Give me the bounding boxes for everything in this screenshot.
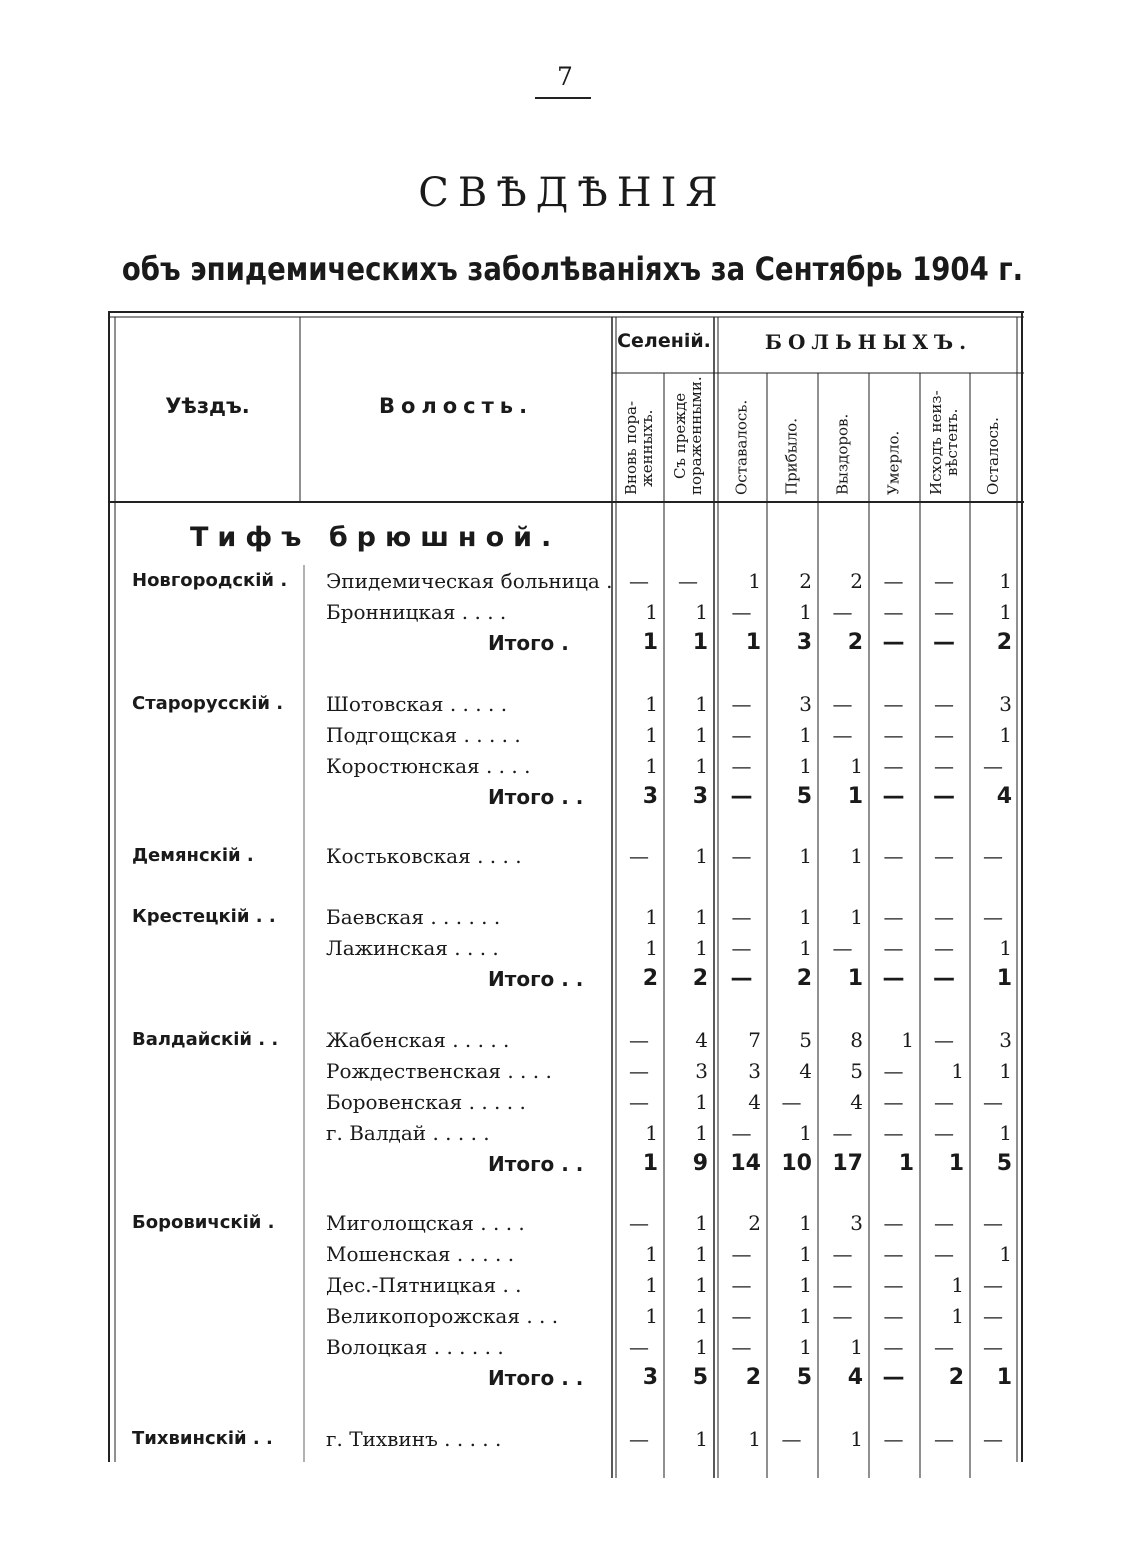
volost-name: Бронницкая . . . . [326,600,507,624]
cell-col-vyzdorov: 1 [847,966,863,991]
cell-col-vnov: 1 [645,754,658,778]
cell-col-iskhod: — [934,754,954,778]
cell-col-s-prezhde: 4 [695,1028,708,1052]
cell-col-iskhod: — [934,905,954,929]
cell-col-umerlo: — [883,754,904,778]
header-volost: Волость. [378,394,534,418]
cell-col-iskhod: — [933,630,955,655]
cell-col-pribylo: 5 [799,1028,812,1052]
cell-col-iskhod: 1 [951,1304,964,1328]
cell-col-ostalos: 1 [996,966,1012,991]
header-col-pribylo: Прибыло. [782,418,801,495]
cell-col-iskhod: — [933,966,955,991]
cell-col-pribylo: — [781,1090,802,1114]
cell-col-vnov: 1 [642,630,658,655]
cell-col-vyzdorov: 4 [850,1090,863,1114]
cell-col-umerlo: — [883,723,904,747]
header-col-iskhod: Исходъ неиз- вѣстенъ. [927,390,961,495]
volost-name: Подгощская . . . . . [326,723,521,747]
volost-name: Шотовская . . . . . [326,692,508,716]
volost-name: Мошенская . . . . . [326,1242,515,1266]
cell-col-s-prezhde: 1 [695,1242,708,1266]
cell-col-umerlo: — [883,1090,904,1114]
cell-col-vyzdorov: — [832,723,853,747]
cell-col-vnov: 3 [642,784,658,809]
cell-col-iskhod: — [934,844,954,868]
cell-col-umerlo: — [883,692,904,716]
cell-col-ostavalos: — [731,844,752,868]
cell-col-umerlo: — [883,600,904,624]
cell-col-iskhod: — [934,1335,954,1359]
cell-col-ostavalos: — [731,692,752,716]
volost-name: Великопорожская . . . [326,1304,559,1328]
cell-col-s-prezhde: 1 [695,1121,708,1145]
document-subtitle: объ эпидемическихъ заболѣваніяхъ за Сентябрь 1904 г. [121,250,1024,288]
cell-col-vnov: 1 [645,1304,658,1328]
total-row-label [300,1363,612,1393]
volost-name: Эпидемическая больница . [326,569,613,593]
cell-col-pribylo: 1 [799,1273,812,1297]
cell-col-s-prezhde: 2 [692,966,708,991]
cell-col-pribylo: 4 [799,1059,812,1083]
cell-col-iskhod: — [934,936,954,960]
cell-col-vyzdorov: — [832,692,853,716]
cell-col-umerlo: — [883,1273,904,1297]
cell-col-ostavalos: 14 [730,1151,761,1176]
cell-col-umerlo: — [883,1211,904,1235]
cell-col-pribylo: 5 [796,1365,812,1390]
cell-col-pribylo: 1 [799,1242,812,1266]
cell-col-s-prezhde: 1 [695,692,708,716]
cell-col-ostalos: 1 [999,569,1012,593]
cell-col-pribylo: 1 [799,754,812,778]
cell-col-ostalos: 4 [996,784,1012,809]
cell-col-umerlo: — [883,1059,904,1083]
cell-col-vyzdorov: — [832,1273,853,1297]
section-title: Тифъ брюшной. [190,522,561,553]
header-bolnykh: БОЛЬНЫХЪ. [764,330,973,354]
uezd-name: Новгородскій . [132,570,288,591]
volost-name: г. Тихвинъ . . . . . [326,1427,502,1451]
cell-col-vnov: 1 [645,936,658,960]
cell-col-umerlo: — [882,966,905,991]
cell-col-vnov: 1 [645,1273,658,1297]
cell-col-ostalos: — [983,1427,1003,1451]
cell-col-ostavalos: — [731,905,752,929]
cell-col-vyzdorov: 2 [847,630,863,655]
cell-col-iskhod: — [933,784,955,809]
total-row-label [300,964,612,994]
cell-col-ostalos: 1 [996,1365,1012,1390]
header-uezd: Уѣздъ. [165,394,250,418]
cell-col-s-prezhde: 1 [695,1090,708,1114]
cell-col-iskhod: 2 [948,1365,964,1390]
cell-col-umerlo: — [882,1365,905,1390]
cell-col-s-prezhde: 1 [695,1335,708,1359]
cell-col-umerlo: — [883,1427,904,1451]
cell-col-umerlo: — [883,844,904,868]
cell-col-ostavalos: — [731,754,752,778]
header-col-ostavalos: Оставалось. [732,399,751,495]
cell-col-ostavalos: — [730,784,753,809]
header-seleniy: Селеній. [617,330,711,352]
cell-col-vyzdorov: 1 [847,784,863,809]
cell-col-ostavalos: — [731,1121,752,1145]
cell-col-iskhod: — [934,1242,954,1266]
cell-col-ostalos: — [983,1304,1003,1328]
cell-col-s-prezhde: 1 [695,1427,708,1451]
cell-col-pribylo: 2 [799,569,812,593]
cell-col-ostalos: — [983,1273,1003,1297]
cell-col-vnov: 2 [642,966,658,991]
cell-col-ostalos: 1 [999,1121,1012,1145]
cell-col-umerlo: — [882,630,905,655]
cell-col-ostavalos: — [731,1335,752,1359]
volost-name: Лажинская . . . . [326,936,499,960]
total-label: Итого . . [488,1366,584,1390]
cell-col-iskhod: — [934,1028,954,1052]
cell-col-ostavalos: 2 [745,1365,761,1390]
cell-col-pribylo: 1 [799,1211,812,1235]
cell-col-ostavalos: 1 [745,630,761,655]
cell-col-ostavalos: 1 [748,1427,761,1451]
cell-col-pribylo: 10 [781,1151,812,1176]
total-row-label [300,1149,612,1179]
uezd-name: Демянскій . [132,845,254,866]
volost-name: г. Валдай . . . . . [326,1121,490,1145]
document-title: СВѢДѢНІЯ [418,170,727,216]
cell-col-iskhod: — [934,569,954,593]
cell-col-iskhod: — [934,1211,954,1235]
cell-col-ostalos: 3 [999,692,1012,716]
header-col-s-prezhde: Съ прежде пораженными. [671,376,705,495]
cell-col-vyzdorov: 1 [850,754,863,778]
cell-col-ostalos: 1 [999,600,1012,624]
cell-col-pribylo: 2 [796,966,812,991]
cell-col-iskhod: — [934,1090,954,1114]
cell-col-pribylo: 1 [799,600,812,624]
cell-col-vnov: — [629,569,649,593]
cell-col-s-prezhde: 1 [695,1211,708,1235]
cell-col-umerlo: — [883,569,904,593]
cell-col-pribylo: 1 [799,1335,812,1359]
cell-col-ostavalos: — [731,1273,752,1297]
uezd-name: Тихвинскій . . [132,1428,273,1449]
cell-col-ostalos: 1 [999,936,1012,960]
cell-col-vyzdorov: — [832,936,853,960]
cell-col-ostavalos: 3 [748,1059,761,1083]
total-label: Итого . [488,631,569,655]
cell-col-iskhod: — [934,1427,954,1451]
cell-col-pribylo: 1 [799,905,812,929]
cell-col-ostalos: 5 [996,1151,1012,1176]
cell-col-ostalos: 1 [999,1242,1012,1266]
cell-col-vnov: — [629,1335,649,1359]
cell-col-vnov: 3 [642,1365,658,1390]
cell-col-vnov: — [629,1059,649,1083]
cell-col-iskhod: 1 [951,1059,964,1083]
cell-col-ostavalos: 2 [748,1211,761,1235]
cell-col-vnov: 1 [642,1151,658,1176]
cell-col-vyzdorov: — [832,1121,853,1145]
cell-col-ostalos: — [983,1090,1003,1114]
cell-col-ostalos: — [983,1335,1003,1359]
cell-col-ostavalos: — [731,1242,752,1266]
volost-name: Дес.-Пятницкая . . [326,1273,522,1297]
uezd-name: Старорусскій . [132,693,284,714]
cell-col-vyzdorov: — [832,600,853,624]
cell-col-umerlo: 1 [898,1151,914,1176]
total-label: Итого . . [488,967,584,991]
cell-col-vyzdorov: 4 [847,1365,863,1390]
cell-col-iskhod: 1 [951,1273,964,1297]
cell-col-vnov: 1 [645,905,658,929]
volost-name: Рождественская . . . . [326,1059,552,1083]
cell-col-umerlo: 1 [901,1028,914,1052]
cell-col-vyzdorov: 8 [850,1028,863,1052]
cell-col-s-prezhde: 1 [695,905,708,929]
uezd-name: Боровичскій . [132,1212,275,1233]
cell-col-ostalos: — [983,754,1003,778]
cell-col-umerlo: — [882,784,905,809]
cell-col-iskhod: 1 [948,1151,964,1176]
cell-col-vyzdorov: 1 [850,1335,863,1359]
cell-col-vnov: 1 [645,723,658,747]
uezd-name: Крестецкій . . [132,906,276,927]
cell-col-iskhod: — [934,600,954,624]
volost-name: Костьковская . . . . [326,844,522,868]
cell-col-s-prezhde: 9 [692,1151,708,1176]
header-col-umerlo: Умерло. [884,430,903,495]
cell-col-s-prezhde: 1 [695,723,708,747]
cell-col-umerlo: — [883,905,904,929]
cell-col-s-prezhde: 5 [692,1365,708,1390]
cell-col-pribylo: 1 [799,936,812,960]
cell-col-pribylo: 3 [799,692,812,716]
cell-col-s-prezhde: 1 [695,844,708,868]
cell-col-s-prezhde: 1 [695,600,708,624]
cell-col-pribylo: 1 [799,844,812,868]
cell-col-ostalos: — [983,1211,1003,1235]
cell-col-umerlo: — [883,1121,904,1145]
cell-col-vyzdorov: 1 [850,1427,863,1451]
cell-col-s-prezhde: — [678,569,698,593]
header-col-ostalos: Осталось. [984,417,1002,495]
cell-col-vnov: 1 [645,1242,658,1266]
cell-col-umerlo: — [883,1242,904,1266]
cell-col-pribylo: 5 [796,784,812,809]
cell-col-umerlo: — [883,1335,904,1359]
cell-col-pribylo: — [781,1427,802,1451]
cell-col-pribylo: 1 [799,723,812,747]
cell-col-ostavalos: — [731,600,752,624]
cell-col-pribylo: 1 [799,1121,812,1145]
cell-col-vyzdorov: 5 [850,1059,863,1083]
cell-col-vnov: — [629,1028,649,1052]
cell-col-ostavalos: 7 [748,1028,761,1052]
volost-name: Миголощская . . . . [326,1211,525,1235]
cell-col-vnov: 1 [645,1121,658,1145]
cell-col-ostalos: 3 [999,1028,1012,1052]
cell-col-s-prezhde: 1 [695,754,708,778]
cell-col-s-prezhde: 3 [692,784,708,809]
cell-col-vyzdorov: 3 [850,1211,863,1235]
cell-col-vyzdorov: 2 [850,569,863,593]
total-label: Итого . . [488,785,584,809]
cell-col-vnov: 1 [645,600,658,624]
volost-name: Боровенская . . . . . [326,1090,526,1114]
cell-col-vnov: 1 [645,692,658,716]
cell-col-vyzdorov: — [832,1304,853,1328]
header-col-vyzdorov: Выздоров. [833,413,852,495]
cell-col-iskhod: — [934,1121,954,1145]
cell-col-iskhod: — [934,723,954,747]
cell-col-ostavalos: — [731,1304,752,1328]
cell-col-ostavalos: — [731,723,752,747]
cell-col-vyzdorov: 1 [850,905,863,929]
page-number: 7 [557,62,573,91]
volost-name: Баевская . . . . . . [326,905,501,929]
total-row-label [300,782,612,812]
cell-col-ostavalos: — [730,966,753,991]
cell-col-vnov: — [629,844,649,868]
cell-col-s-prezhde: 1 [695,936,708,960]
volost-name: Жабенская . . . . . [326,1028,510,1052]
volost-name: Волоцкая . . . . . . [326,1335,504,1359]
cell-col-s-prezhde: 1 [695,1304,708,1328]
cell-col-umerlo: — [883,1304,904,1328]
cell-col-ostalos: 2 [996,630,1012,655]
cell-col-vnov: — [629,1211,649,1235]
cell-col-pribylo: 3 [796,630,812,655]
cell-col-s-prezhde: 1 [692,630,708,655]
cell-col-iskhod: — [934,692,954,716]
cell-col-ostalos: — [983,844,1003,868]
volost-name: Коростюнская . . . . [326,754,531,778]
cell-col-ostavalos: 1 [748,569,761,593]
cell-col-vyzdorov: — [832,1242,853,1266]
cell-col-vnov: — [629,1427,649,1451]
total-label: Итого . . [488,1152,584,1176]
cell-col-ostalos: 1 [999,723,1012,747]
cell-col-vyzdorov: 17 [832,1151,863,1176]
cell-col-ostavalos: 4 [748,1090,761,1114]
cell-col-s-prezhde: 1 [695,1273,708,1297]
cell-col-s-prezhde: 3 [695,1059,708,1083]
cell-col-vnov: — [629,1090,649,1114]
cell-col-pribylo: 1 [799,1304,812,1328]
cell-col-vyzdorov: 1 [850,844,863,868]
uezd-name: Валдайскій . . [132,1029,279,1050]
cell-col-ostalos: 1 [999,1059,1012,1083]
cell-col-ostalos: — [983,905,1003,929]
total-row-label [300,628,612,658]
cell-col-ostavalos: — [731,936,752,960]
cell-col-umerlo: — [883,936,904,960]
header-col-vnov: Вновь пора- женныхъ. [622,400,656,495]
